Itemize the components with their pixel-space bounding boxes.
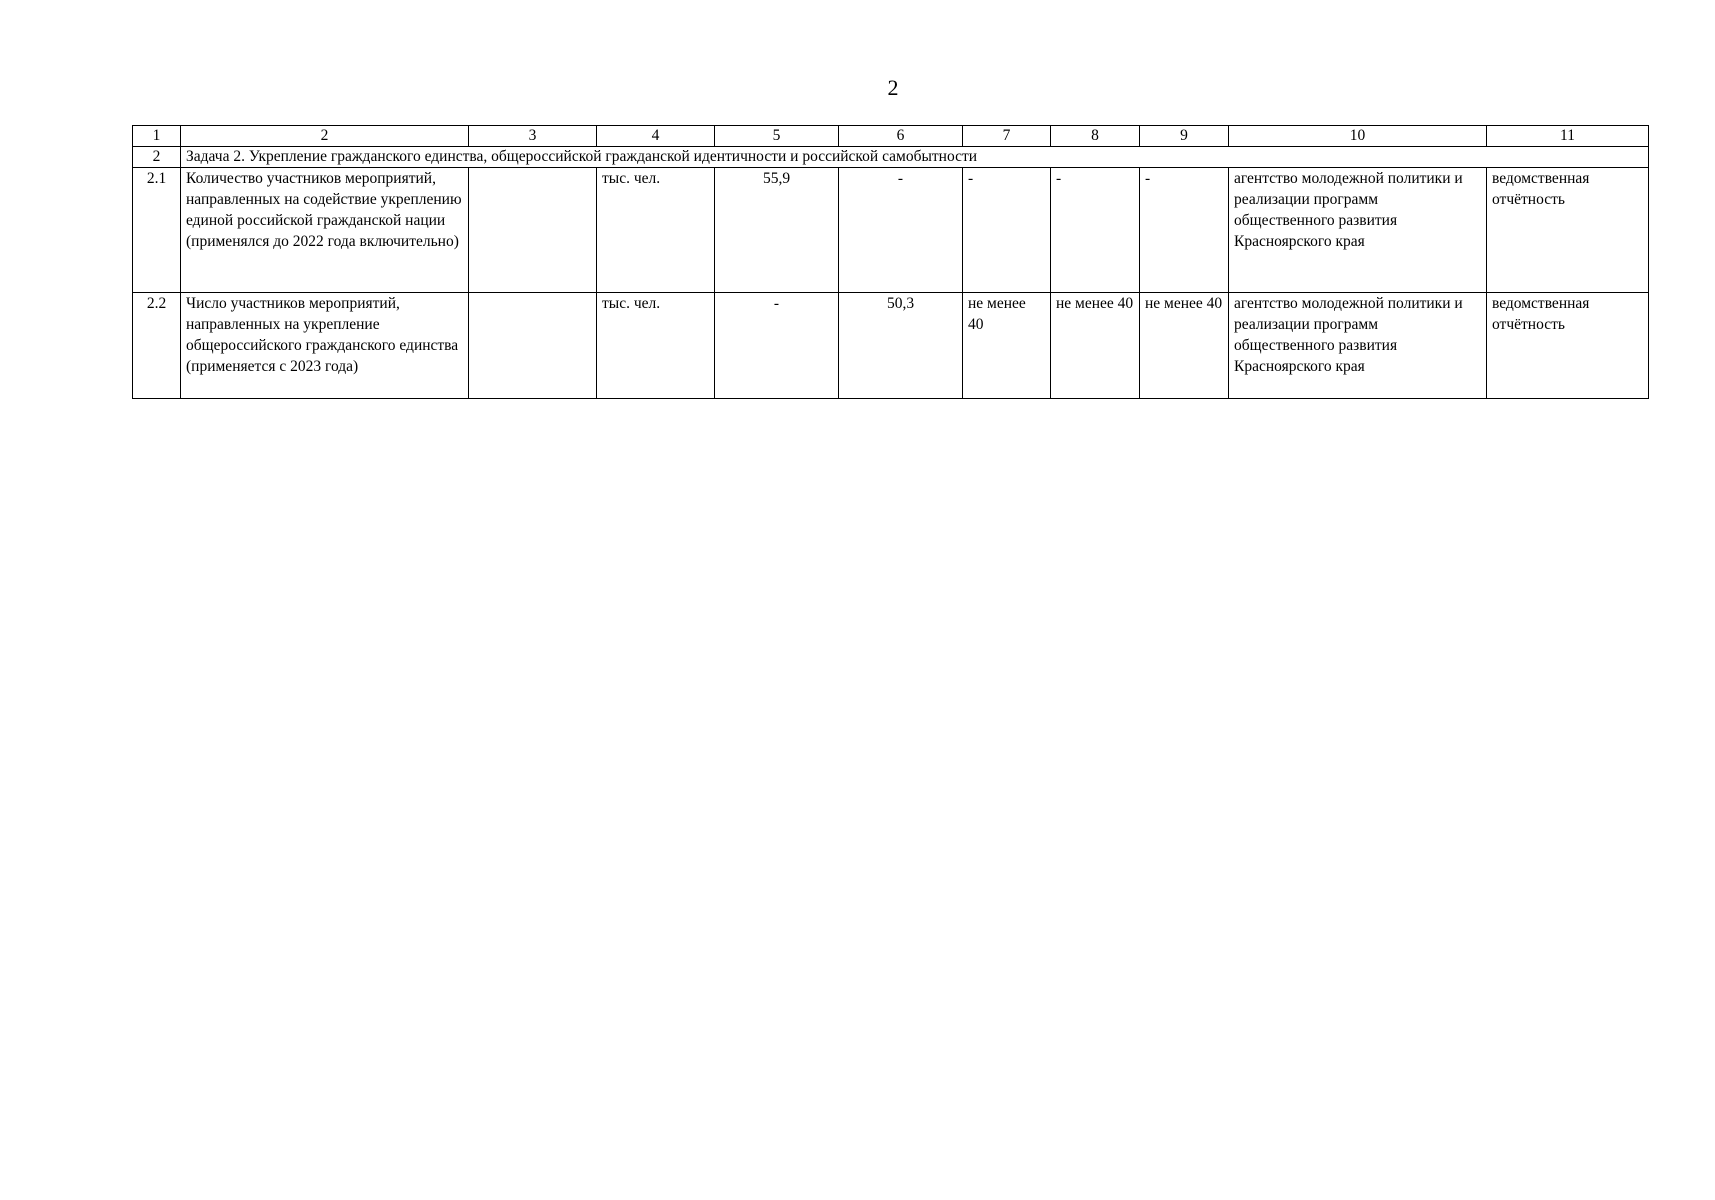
value-col7: не менее 40 <box>963 293 1051 399</box>
page-number: 2 <box>887 75 899 100</box>
indicator-name: Количество участников мероприятий, направленных на содействие укреплению единой российской гражданской нации (применялся до 2022 года включительно) <box>181 168 469 293</box>
source-cell: ведомственная отчётность <box>1487 293 1649 399</box>
column-number: 10 <box>1229 126 1487 147</box>
responsible-cell: агентство молодежной политики и реализации программ общественного развития Красноярского края <box>1229 168 1487 293</box>
value-col9: - <box>1140 168 1229 293</box>
column-number: 4 <box>597 126 715 147</box>
value-col6: 50,3 <box>839 293 963 399</box>
column-number: 6 <box>839 126 963 147</box>
value-col9: не менее 40 <box>1140 293 1229 399</box>
row-number: 2.2 <box>133 293 181 399</box>
column-number-row <box>133 126 1649 147</box>
row-number: 2.1 <box>133 168 181 293</box>
column-number: 9 <box>1140 126 1229 147</box>
unit-cell: тыс. чел. <box>597 168 715 293</box>
indicators-table <box>132 125 1649 399</box>
source-cell: ведомственная отчётность <box>1487 168 1649 293</box>
value-col7: - <box>963 168 1051 293</box>
task-title: Задача 2. Укрепление гражданского единства, общероссийской гражданской идентичности и российской самобытности <box>181 147 1649 168</box>
column-number: 2 <box>181 126 469 147</box>
value-col8: не менее 40 <box>1051 293 1140 399</box>
indicator-name: Число участников мероприятий, направленных на укрепление общероссийского гражданского единства (применяется с 2023 года) <box>181 293 469 399</box>
column-number: 1 <box>133 126 181 147</box>
cell-col3 <box>469 293 597 399</box>
value-col5: 55,9 <box>715 168 839 293</box>
value-col8: - <box>1051 168 1140 293</box>
cell-col3 <box>469 168 597 293</box>
column-number: 7 <box>963 126 1051 147</box>
value-col5: - <box>715 293 839 399</box>
table-row <box>133 293 1649 399</box>
unit-cell: тыс. чел. <box>597 293 715 399</box>
table-row <box>133 168 1649 293</box>
task-row <box>133 147 1649 168</box>
responsible-cell: агентство молодежной политики и реализации программ общественного развития Красноярского края <box>1229 293 1487 399</box>
column-number: 11 <box>1487 126 1649 147</box>
column-number: 3 <box>469 126 597 147</box>
task-number: 2 <box>133 147 181 168</box>
value-col6: - <box>839 168 963 293</box>
column-number: 8 <box>1051 126 1140 147</box>
column-number: 5 <box>715 126 839 147</box>
